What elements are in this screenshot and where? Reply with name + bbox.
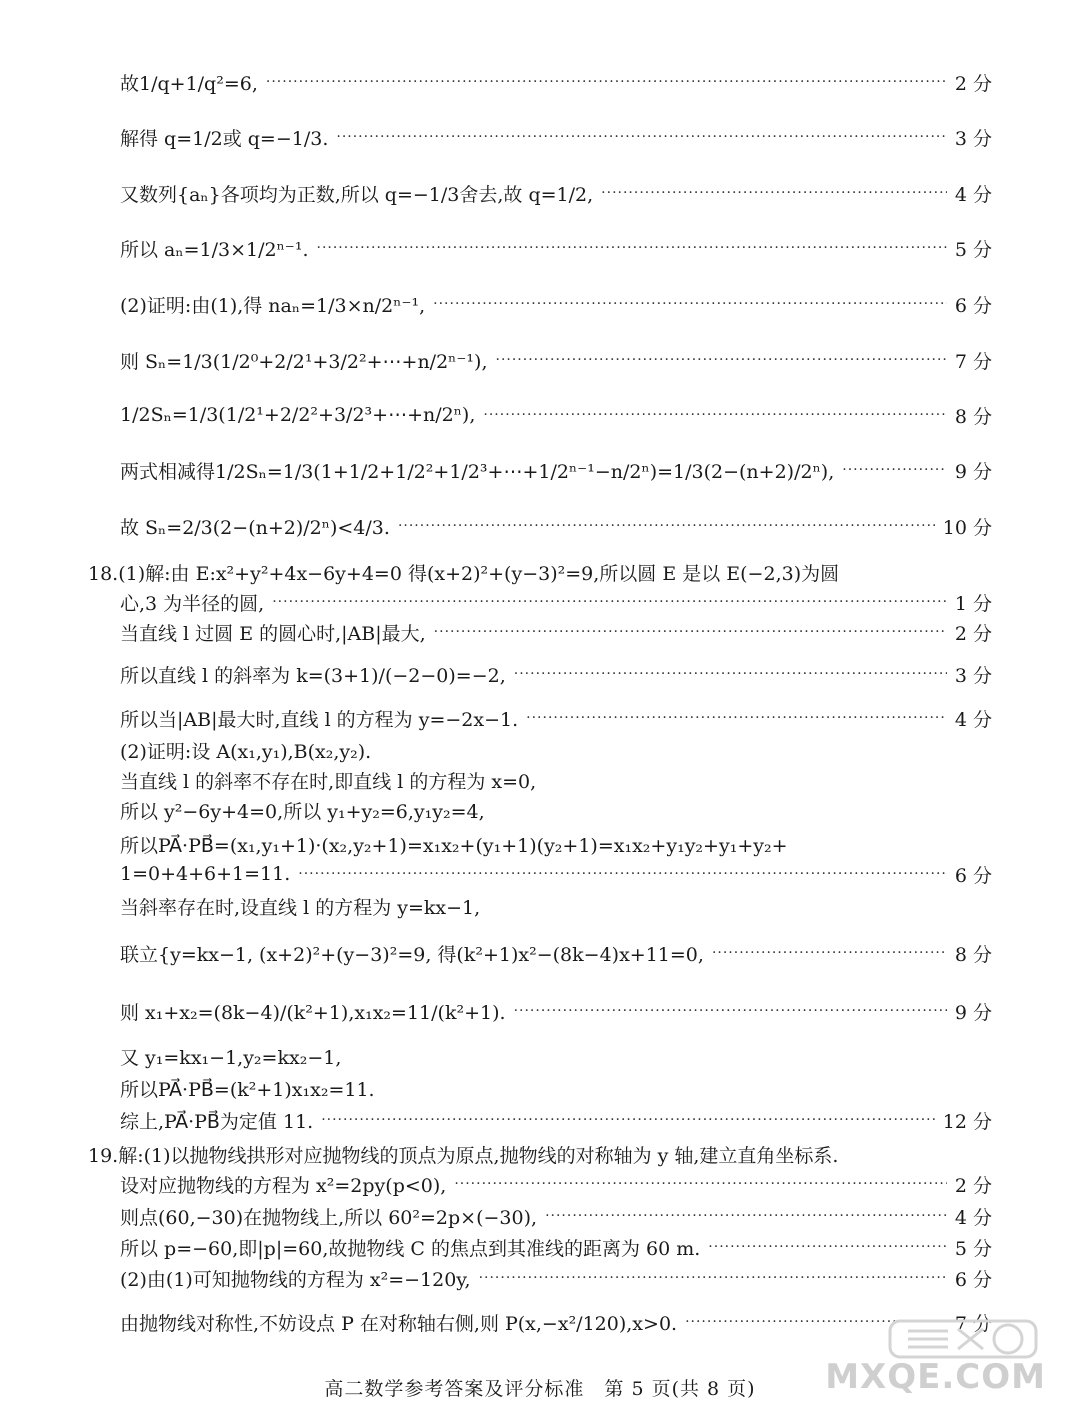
leader-dots [708,1239,947,1255]
solution-line [120,734,992,766]
solution-line [120,794,992,826]
solution-text: 两式相减得1/2Sₙ=1/3(1+1/2+1/2²+1/2³+⋯+1/2ⁿ⁻¹−n/2ⁿ)=1/3(2−(n+2)/2ⁿ), [120,460,835,483]
leader-dots [479,1270,947,1286]
solution-line [120,172,992,214]
score-label: 2 分 [954,1174,992,1197]
solution-text: (2)证明:由(1),得 naₙ=1/3×n/2ⁿ⁻¹, [120,294,426,317]
solution-line [120,116,992,158]
solution-text: 所以 y²−6y+4=0,所以 y₁+y₂=6,y₁y₂=4, [120,800,485,823]
solution-line [120,1104,992,1136]
score-label: 10 分 [942,516,992,539]
solution-line [120,1300,992,1344]
solution-text: 18.(1)解:由 E:x²+y²+4x−6y+4=0 得(x+2)²+(y−3)²=9,所以圆 E 是以 E(−2,3)为圆 [88,562,840,585]
leader-dots [298,866,947,882]
solution-text: (2)由(1)可知抛物线的方程为 x²=−120y, [120,1268,471,1291]
solution-text: 当斜率存在时,设直线 l 的方程为 y=kx−1, [120,896,481,919]
solution-line [120,448,992,492]
solution-text: 故 Sₙ=2/3(2−(n+2)/2ⁿ)<4/3. [120,516,390,539]
solution-line [120,1040,992,1072]
score-label: 4 分 [954,708,992,731]
solution-line [120,764,992,796]
solution-line [120,928,992,978]
leader-dots [601,185,947,201]
solution-line [120,616,992,648]
solution-line [120,652,992,696]
solution-text: 所以 aₙ=1/3×1/2ⁿ⁻¹. [120,238,309,261]
question-heading-18 [88,556,992,588]
leader-dots [272,594,947,610]
score-label: 5 分 [954,1237,992,1260]
score-label: 9 分 [954,1001,992,1024]
score-label: 12 分 [942,1110,992,1133]
leader-dots [433,296,947,312]
solution-text: 又 y₁=kx₁−1,y₂=kx₂−1, [120,1046,342,1069]
solution-text: 所以 p=−60,即|p|=60,故抛物线 C 的焦点到其准线的距离为 60 m. [120,1237,701,1260]
solution-text: 联立{y=kx−1, (x+2)²+(y−3)²=9, 得(k²+1)x²−(8k−4)x+11=0, [120,943,704,966]
solution-text: 又数列{aₙ}各项均为正数,所以 q=−1/3舍去,故 q=1/2, [120,183,594,206]
solution-text: 所以当|AB|最大时,直线 l 的方程为 y=−2x−1. [120,708,519,731]
watermark-text: MXQE.COM [825,1357,1046,1397]
score-label: 2 分 [954,72,992,95]
solution-line [120,586,992,618]
solution-text: 则 x₁+x₂=(8k−4)/(k²+1),x₁x₂=11/(k²+1). [120,1001,506,1024]
score-label: 6 分 [954,1268,992,1291]
score-label: 4 分 [954,1206,992,1229]
solution-text: 1/2Sₙ=1/3(1/2¹+2/2²+3/2³+⋯+n/2ⁿ), [120,404,476,426]
solution-line [120,1262,992,1294]
leader-dots [434,624,947,640]
solution-line [120,393,992,437]
solution-line [120,828,992,860]
solution-text: 解得 q=1/2或 q=−1/3. [120,127,329,150]
watermark-logo [825,1319,1066,1405]
leader-dots [514,666,947,682]
score-label: 7 分 [954,1312,992,1335]
score-label: 2 分 [954,622,992,645]
score-label: 4 分 [954,183,992,206]
solution-text: 心,3 为半径的圆, [120,592,265,615]
score-label: 1 分 [954,592,992,615]
leader-dots [336,129,946,145]
solution-line [120,1072,992,1104]
score-label: 8 分 [954,405,992,428]
solution-text: 则 Sₙ=1/3(1/2⁰+2/2¹+3/2²+⋯+n/2ⁿ⁻¹), [120,350,488,373]
solution-text: 则点(60,−30)在抛物线上,所以 60²=2p×(−30), [120,1206,538,1229]
solution-text: 所以PA⃗·PB⃗=(k²+1)x₁x₂=11. [120,1078,375,1101]
leader-dots [398,518,935,534]
solution-line [120,338,992,382]
solution-line [120,858,992,890]
solution-text: 当直线 l 的斜率不存在时,即直线 l 的方程为 x=0, [120,770,537,793]
leader-dots [266,74,947,90]
solution-text: 设对应抛物线的方程为 x²=2py(p<0), [120,1174,447,1197]
leader-dots [526,710,947,726]
solution-line [120,504,992,548]
solution-text: 19.解:(1)以抛物线拱形对应抛物线的顶点为原点,抛物线的对称轴为 y 轴,建立直角坐标系. [88,1144,839,1167]
solution-line [120,226,992,270]
solution-text: 所以直线 l 的斜率为 k=(3+1)/(−2−0)=−2, [120,664,506,687]
solution-line [120,62,992,102]
solution-line [120,1168,992,1200]
solution-text: 当直线 l 过圆 E 的圆心时,|AB|最大, [120,622,426,645]
solution-text: 所以PA⃗·PB⃗=(x₁,y₁+1)·(x₂,y₂+1)=x₁x₂+(y₁+1)(y₂+1)=x₁x₂+y₁y₂+y₁+y₂+ [120,834,788,857]
leader-dots [483,407,946,423]
leader-dots [496,352,947,368]
leader-dots [321,1112,935,1128]
leader-dots [514,1003,947,1019]
solution-line [120,1200,992,1232]
leader-dots [454,1176,947,1192]
score-label: 7 分 [954,350,992,373]
watermark-seal-icon [888,1319,1038,1359]
score-label: 8 分 [954,943,992,966]
question-heading-19 [88,1138,992,1170]
solution-line [120,890,992,922]
solution-text: 由抛物线对称性,不妨设点 P 在对称轴右侧,则 P(x,−x²/120),x>0. [120,1312,678,1335]
solution-text: 综上,PA⃗·PB⃗为定值 11. [120,1110,314,1133]
solution-line [120,990,992,1032]
score-label: 6 分 [954,294,992,317]
solution-text: (2)证明:设 A(x₁,y₁),B(x₂,y₂). [120,740,372,763]
score-label: 6 分 [954,864,992,887]
page-footer: 高二数学参考答案及评分标准 第 5 页(共 8 页) [324,1378,756,1400]
leader-dots [712,945,947,961]
score-label: 3 分 [954,664,992,687]
score-label: 9 分 [954,460,992,483]
leader-dots [545,1208,947,1224]
score-label: 3 分 [954,127,992,150]
leader-dots [842,462,947,478]
solution-text: 1=0+4+6+1=11. [120,863,291,885]
solution-text: 故1/q+1/q²=6, [120,72,258,95]
solution-line [120,282,992,326]
leader-dots [317,240,947,256]
solution-line [120,1231,992,1263]
score-label: 5 分 [954,238,992,261]
solution-line [120,702,992,734]
